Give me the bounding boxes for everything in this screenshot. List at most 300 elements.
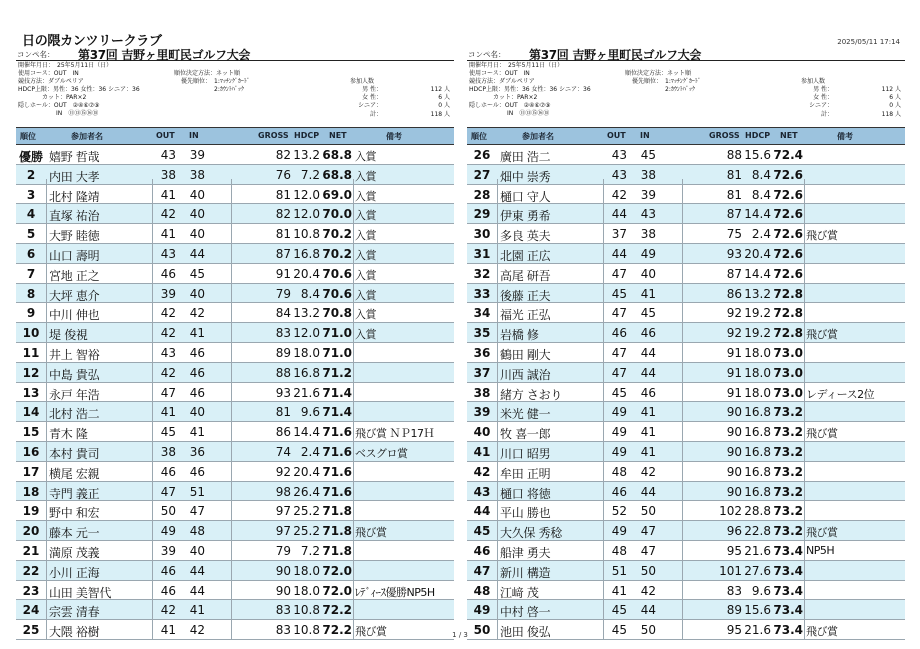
table-row: [467, 581, 905, 601]
rank-cell: 7: [26, 266, 36, 281]
name-cell: 船津 勇夫: [500, 545, 551, 560]
hdcp-cell: 27.6: [744, 563, 771, 578]
table-row: [467, 422, 905, 442]
hdcp-cell: 14.4: [293, 425, 320, 440]
note-cell: 飛び賞: [806, 526, 838, 540]
priority-2: 2:ｶｳﾝﾄﾊﾞｯｸ: [214, 86, 244, 93]
hdcp-cell: 18.0: [293, 583, 320, 598]
total-count: 118 人: [430, 111, 450, 118]
gross-cell: 86: [275, 425, 291, 440]
male-count: 112 人: [430, 86, 450, 93]
out-cell: 45: [160, 425, 176, 440]
senior-count: 0 人: [889, 102, 901, 109]
col-hdcp: HDCP: [294, 131, 320, 140]
net-cell: 72.4: [773, 148, 803, 162]
rank-cell: 28: [473, 187, 491, 202]
senior-label: シニア：: [357, 102, 382, 109]
table-row: [16, 165, 454, 185]
gross-cell: 97: [275, 504, 291, 519]
table-row: [16, 363, 454, 383]
rank-cell: 9: [26, 306, 36, 321]
gross-cell: 97: [275, 524, 291, 539]
name-cell: 樋口 将徳: [500, 486, 551, 501]
rank-cell: 26: [473, 148, 491, 162]
male-label: 男 性：: [362, 86, 382, 93]
table-row: [467, 521, 905, 541]
in-cell: 44: [189, 246, 205, 261]
hdcp-cell: 8.4: [751, 187, 771, 202]
table-row: [16, 501, 454, 521]
in-cell: 40: [640, 266, 656, 281]
results-rows-right: [467, 145, 905, 640]
note-cell: 入賞: [355, 288, 376, 302]
in-cell: 50: [640, 563, 656, 578]
gross-cell: 82: [275, 148, 291, 162]
table-row: [467, 442, 905, 462]
name-cell: 牟田 正明: [500, 466, 551, 481]
table-row: [16, 323, 454, 343]
col-gross: GROSS: [258, 131, 289, 140]
gross-cell: 93: [275, 385, 291, 400]
table-row: [16, 600, 454, 620]
net-cell: 72.6: [773, 167, 803, 182]
in-cell: 44: [640, 365, 656, 380]
net-cell: 71.6: [322, 425, 352, 440]
table-row: [467, 185, 905, 205]
name-cell: 横尾 宏親: [49, 466, 100, 481]
note-cell: 入賞: [355, 328, 376, 342]
name-cell: 廣田 浩二: [500, 150, 551, 164]
table-row: [467, 244, 905, 264]
name-cell: 川西 誠治: [500, 367, 551, 382]
hidden-holes-in: IN ⑪⑬⑮⑯⑱: [56, 110, 99, 117]
hdcp-cell: 12.0: [293, 326, 320, 341]
out-cell: 45: [611, 286, 627, 301]
net-cell: 73.4: [773, 543, 803, 558]
rank-cell: 38: [473, 385, 491, 400]
in-cell: 48: [189, 524, 205, 539]
hdcp-cell: 25.2: [293, 504, 320, 519]
gross-cell: 76: [275, 167, 291, 182]
hdcp-cell: 18.0: [293, 345, 320, 360]
table-row: [467, 224, 905, 244]
net-cell: 71.4: [322, 385, 352, 400]
net-cell: 69.0: [322, 187, 352, 202]
out-cell: 42: [611, 187, 627, 202]
net-cell: 70.6: [322, 286, 352, 301]
out-cell: 39: [160, 286, 176, 301]
table-row: [16, 264, 454, 284]
in-cell: 41: [189, 603, 205, 618]
out-cell: 42: [160, 306, 176, 321]
rank-cell: 42: [473, 464, 491, 479]
hdcp-limit: HDCP上限：男性：36 女性：36 シニア：36: [18, 86, 140, 93]
gross-cell: 75: [726, 227, 742, 242]
out-cell: 44: [611, 207, 627, 222]
out-cell: 46: [160, 464, 176, 479]
net-cell: 73.2: [773, 504, 803, 519]
net-cell: 68.8: [322, 148, 352, 162]
in-cell: 42: [640, 583, 656, 598]
hdcp-limit: HDCP上限：男性：36 女性：36 シニア：36: [469, 86, 591, 93]
hidden-holes-in: IN ⑪⑬⑮⑯⑱: [507, 110, 550, 117]
out-cell: 41: [160, 227, 176, 242]
rank-cell: 12: [22, 365, 40, 380]
in-cell: 41: [640, 444, 656, 459]
hdcp-cell: 12.0: [293, 207, 320, 222]
rank-cell: 14: [22, 405, 40, 420]
total-label: 計：: [369, 111, 382, 118]
name-cell: 福光 正弘: [500, 308, 551, 323]
table-row: [16, 383, 454, 403]
competition-label: コンペ名：: [17, 50, 55, 59]
in-cell: 46: [189, 385, 205, 400]
gross-cell: 79: [275, 543, 291, 558]
hdcp-cell: 16.8: [293, 246, 320, 261]
net-cell: 70.2: [322, 227, 352, 242]
in-cell: 46: [640, 385, 656, 400]
in-cell: 47: [640, 543, 656, 558]
out-cell: 42: [160, 326, 176, 341]
gross-cell: 81: [275, 227, 291, 242]
senior-count: 0 人: [438, 102, 450, 109]
gross-cell: 98: [275, 484, 291, 499]
col-name: 参加者名: [522, 132, 554, 141]
name-cell: 平山 勝也: [500, 506, 551, 521]
note-cell: 飛び賞: [806, 625, 838, 639]
out-cell: 43: [160, 345, 176, 360]
gross-cell: 82: [275, 207, 291, 222]
out-cell: 43: [611, 167, 627, 182]
gross-cell: 87: [726, 266, 742, 281]
page-number: 1 / 3: [452, 631, 468, 639]
net-cell: 71.0: [322, 326, 352, 341]
out-cell: 41: [160, 405, 176, 420]
gross-cell: 89: [275, 345, 291, 360]
table-row: [16, 284, 454, 304]
name-cell: 北園 正広: [500, 248, 551, 263]
name-cell: 新川 構造: [500, 565, 551, 580]
table-row: [16, 185, 454, 205]
in-cell: 47: [640, 524, 656, 539]
hdcp-cell: 16.8: [744, 425, 771, 440]
table-row: [16, 581, 454, 601]
rank-cell: 優勝: [18, 150, 43, 164]
note-cell: レディース2位: [806, 387, 875, 401]
results-panel-left: [16, 47, 454, 640]
total-label: 計：: [820, 111, 833, 118]
competition-name: 第37回 吉野ヶ里町民ゴルフ大会: [78, 48, 251, 62]
name-cell: 樋口 守人: [500, 189, 551, 204]
rank-cell: 36: [473, 345, 491, 360]
competition-row: [467, 47, 905, 61]
name-cell: 大坪 恵介: [49, 288, 100, 303]
out-cell: 49: [611, 405, 627, 420]
net-cell: 71.8: [322, 543, 352, 558]
hdcp-cell: 13.2: [293, 306, 320, 321]
col-net: NET: [329, 131, 347, 140]
hdcp-cell: 20.4: [293, 464, 320, 479]
name-cell: 内田 大孝: [49, 169, 100, 184]
gross-cell: 90: [275, 563, 291, 578]
note-cell: 入賞: [355, 150, 376, 163]
note-cell: 飛び賞: [355, 526, 387, 540]
in-cell: 40: [189, 207, 205, 222]
in-cell: 41: [189, 425, 205, 440]
note-cell: 飛び賞: [806, 328, 838, 342]
club-name: 日の隈カンツリークラブ: [22, 34, 162, 49]
female-label: 女 性：: [813, 94, 833, 101]
gross-cell: 91: [275, 266, 291, 281]
name-cell: 江﨑 茂: [500, 585, 539, 600]
table-row: [467, 264, 905, 284]
rank-cell: 32: [473, 266, 491, 281]
hdcp-cell: 20.4: [744, 246, 771, 261]
net-cell: 72.6: [773, 246, 803, 261]
name-cell: 中村 啓一: [500, 605, 551, 620]
gross-cell: 83: [275, 603, 291, 618]
note-cell: 飛び賞: [806, 229, 838, 243]
gross-cell: 87: [275, 246, 291, 261]
name-cell: 本村 貴司: [49, 446, 100, 461]
priority-2: 2:ｶｳﾝﾄﾊﾞｯｸ: [665, 86, 695, 93]
col-in: IN: [189, 131, 199, 140]
gross-cell: 95: [726, 543, 742, 558]
in-cell: 41: [640, 405, 656, 420]
net-cell: 73.0: [773, 345, 803, 360]
gross-cell: 102: [719, 504, 742, 519]
net-cell: 71.4: [322, 405, 352, 420]
out-cell: 48: [611, 543, 627, 558]
in-cell: 45: [640, 306, 656, 321]
note-cell: 入賞: [355, 189, 376, 203]
gross-cell: 81: [275, 405, 291, 420]
senior-label: シニア：: [808, 102, 833, 109]
in-cell: 44: [189, 583, 205, 598]
hdcp-cell: 10.8: [293, 227, 320, 242]
gross-cell: 79: [275, 286, 291, 301]
hdcp-cell: 14.4: [744, 266, 771, 281]
table-row: [16, 561, 454, 581]
out-cell: 47: [160, 484, 176, 499]
table-row: [16, 343, 454, 363]
print-timestamp: 2025/05/11 17:14: [837, 38, 900, 46]
note-cell: 入賞: [355, 209, 376, 223]
table-row: [467, 145, 905, 165]
table-row: [467, 501, 905, 521]
rank-cell: 49: [473, 603, 491, 618]
net-cell: 71.6: [322, 484, 352, 499]
gross-cell: 81: [726, 167, 742, 182]
note-cell: 入賞: [355, 169, 376, 183]
hdcp-cell: 18.0: [744, 385, 771, 400]
hidden-holes-out: 隠しホール：OUT ②④⑥⑦⑨: [18, 102, 100, 109]
name-cell: 宮地 正之: [49, 268, 100, 283]
net-cell: 71.6: [322, 464, 352, 479]
table-row: [467, 323, 905, 343]
table-row: [16, 402, 454, 422]
out-cell: 42: [160, 603, 176, 618]
net-cell: 73.4: [773, 583, 803, 598]
hdcp-cell: 19.2: [744, 306, 771, 321]
out-cell: 41: [160, 187, 176, 202]
in-cell: 41: [640, 425, 656, 440]
net-cell: 72.6: [773, 266, 803, 281]
rank-cell: 44: [473, 504, 491, 519]
hdcp-cell: 21.6: [293, 385, 320, 400]
results-rows-left: [16, 145, 454, 640]
out-cell: 46: [160, 563, 176, 578]
rank-cell: 33: [473, 286, 491, 301]
hdcp-cell: 20.4: [293, 266, 320, 281]
out-cell: 41: [160, 623, 176, 638]
net-cell: 72.6: [773, 187, 803, 202]
hdcp-cell: 19.2: [744, 326, 771, 341]
table-header: [16, 127, 454, 145]
event-date: 開催年月日： 25年5月11日（日）: [469, 62, 564, 69]
rank-cell: 3: [26, 187, 36, 202]
rank-cell: 46: [473, 543, 491, 558]
net-cell: 73.2: [773, 464, 803, 479]
hdcp-cell: 10.8: [293, 603, 320, 618]
course-used: 使用コース：OUT IN: [469, 70, 530, 77]
col-note: 備考: [386, 132, 402, 141]
net-cell: 71.8: [322, 524, 352, 539]
note-cell: 入賞: [355, 248, 376, 262]
in-cell: 46: [189, 464, 205, 479]
competition-label: コンペ名：: [468, 50, 506, 59]
out-cell: 49: [160, 524, 176, 539]
note-cell: ベスグロ賞: [355, 446, 408, 460]
in-cell: 42: [189, 623, 205, 638]
gross-cell: 74: [275, 444, 291, 459]
col-out: OUT: [156, 131, 175, 140]
gross-cell: 91: [726, 385, 742, 400]
competition-name: 第37回 吉野ヶ里町民ゴルフ大会: [529, 48, 702, 62]
out-cell: 42: [160, 207, 176, 222]
name-cell: 川口 昭男: [500, 446, 551, 461]
hidden-holes-out: 隠しホール：OUT ②④⑥⑦⑨: [469, 102, 551, 109]
gross-cell: 90: [726, 484, 742, 499]
out-cell: 38: [160, 444, 176, 459]
hdcp-cell: 10.8: [293, 623, 320, 638]
table-row: [16, 145, 454, 165]
cut-rule: カット：PAR×2: [493, 94, 538, 101]
note-cell: 入賞: [355, 308, 376, 322]
hdcp-cell: 2.4: [300, 444, 320, 459]
gross-cell: 83: [726, 583, 742, 598]
col-net: NET: [780, 131, 798, 140]
competition-info: [16, 61, 454, 127]
name-cell: 中川 伸也: [49, 308, 100, 323]
results-panel-right: [467, 47, 905, 640]
name-cell: 山田 美智代: [49, 585, 112, 600]
net-cell: 71.8: [322, 504, 352, 519]
out-cell: 47: [611, 345, 627, 360]
hdcp-cell: 15.6: [744, 603, 771, 618]
rank-cell: 13: [22, 385, 40, 400]
in-cell: 40: [189, 405, 205, 420]
net-cell: 72.8: [773, 326, 803, 341]
name-cell: 大隈 裕樹: [49, 625, 100, 640]
name-cell: 米光 健一: [500, 407, 551, 422]
table-row: [467, 561, 905, 581]
rank-cell: 6: [26, 246, 36, 261]
hdcp-cell: 8.4: [751, 167, 771, 182]
net-cell: 73.2: [773, 524, 803, 539]
event-date: 開催年月日： 25年5月11日（日）: [18, 62, 113, 69]
name-cell: 後藤 正夫: [500, 288, 551, 303]
out-cell: 47: [611, 266, 627, 281]
out-cell: 47: [160, 385, 176, 400]
name-cell: 宗雲 清春: [49, 605, 100, 620]
gross-cell: 88: [275, 365, 291, 380]
hdcp-cell: 8.4: [300, 286, 320, 301]
table-row: [467, 482, 905, 502]
table-row: [16, 521, 454, 541]
net-cell: 72.2: [322, 603, 352, 618]
table-row: [16, 204, 454, 224]
female-count: 6 人: [438, 94, 450, 101]
col-gross: GROSS: [709, 131, 740, 140]
gross-cell: 91: [726, 345, 742, 360]
name-cell: 多良 英夫: [500, 229, 551, 244]
name-cell: 青木 隆: [49, 427, 88, 442]
rank-method: 順位決定方法：ネット順: [174, 70, 241, 77]
name-cell: 大野 睦徳: [49, 229, 100, 244]
in-cell: 50: [640, 504, 656, 519]
rank-cell: 30: [473, 227, 491, 242]
out-cell: 47: [611, 306, 627, 321]
net-cell: 71.0: [322, 345, 352, 360]
out-cell: 49: [611, 425, 627, 440]
out-cell: 43: [160, 246, 176, 261]
rank-cell: 24: [22, 603, 40, 618]
out-cell: 45: [611, 603, 627, 618]
competition-row: [16, 47, 454, 61]
out-cell: 51: [611, 563, 627, 578]
in-cell: 44: [640, 345, 656, 360]
gross-cell: 96: [726, 524, 742, 539]
rank-cell: 37: [473, 365, 491, 380]
name-cell: 大久保 秀稔: [500, 526, 563, 541]
course-used: 使用コース：OUT IN: [18, 70, 79, 77]
out-cell: 45: [611, 385, 627, 400]
rank-cell: 41: [473, 444, 491, 459]
name-cell: 直塚 祐治: [49, 209, 100, 224]
table-row: [467, 303, 905, 323]
gross-cell: 81: [726, 187, 742, 202]
hdcp-cell: 14.4: [744, 207, 771, 222]
name-cell: 緒方 さおり: [500, 387, 563, 402]
name-cell: 高尾 研吾: [500, 268, 551, 283]
table-row: [16, 462, 454, 482]
rank-cell: 8: [26, 286, 36, 301]
note-cell: NP5H: [806, 543, 835, 557]
rank-cell: 34: [473, 306, 491, 321]
out-cell: 48: [611, 464, 627, 479]
net-cell: 70.6: [322, 266, 352, 281]
rank-cell: 35: [473, 326, 491, 341]
table-row: [467, 541, 905, 561]
note-cell: ﾚﾃﾞｨｰｽ優勝NP5H: [355, 585, 435, 599]
priority-1: 1:ﾏｯﾁﾝｸﾞｶｰﾄﾞ: [214, 78, 250, 85]
gross-cell: 90: [726, 464, 742, 479]
in-cell: 40: [189, 187, 205, 202]
gross-cell: 90: [726, 425, 742, 440]
out-cell: 46: [611, 484, 627, 499]
name-cell: 満原 茂義: [49, 545, 100, 560]
